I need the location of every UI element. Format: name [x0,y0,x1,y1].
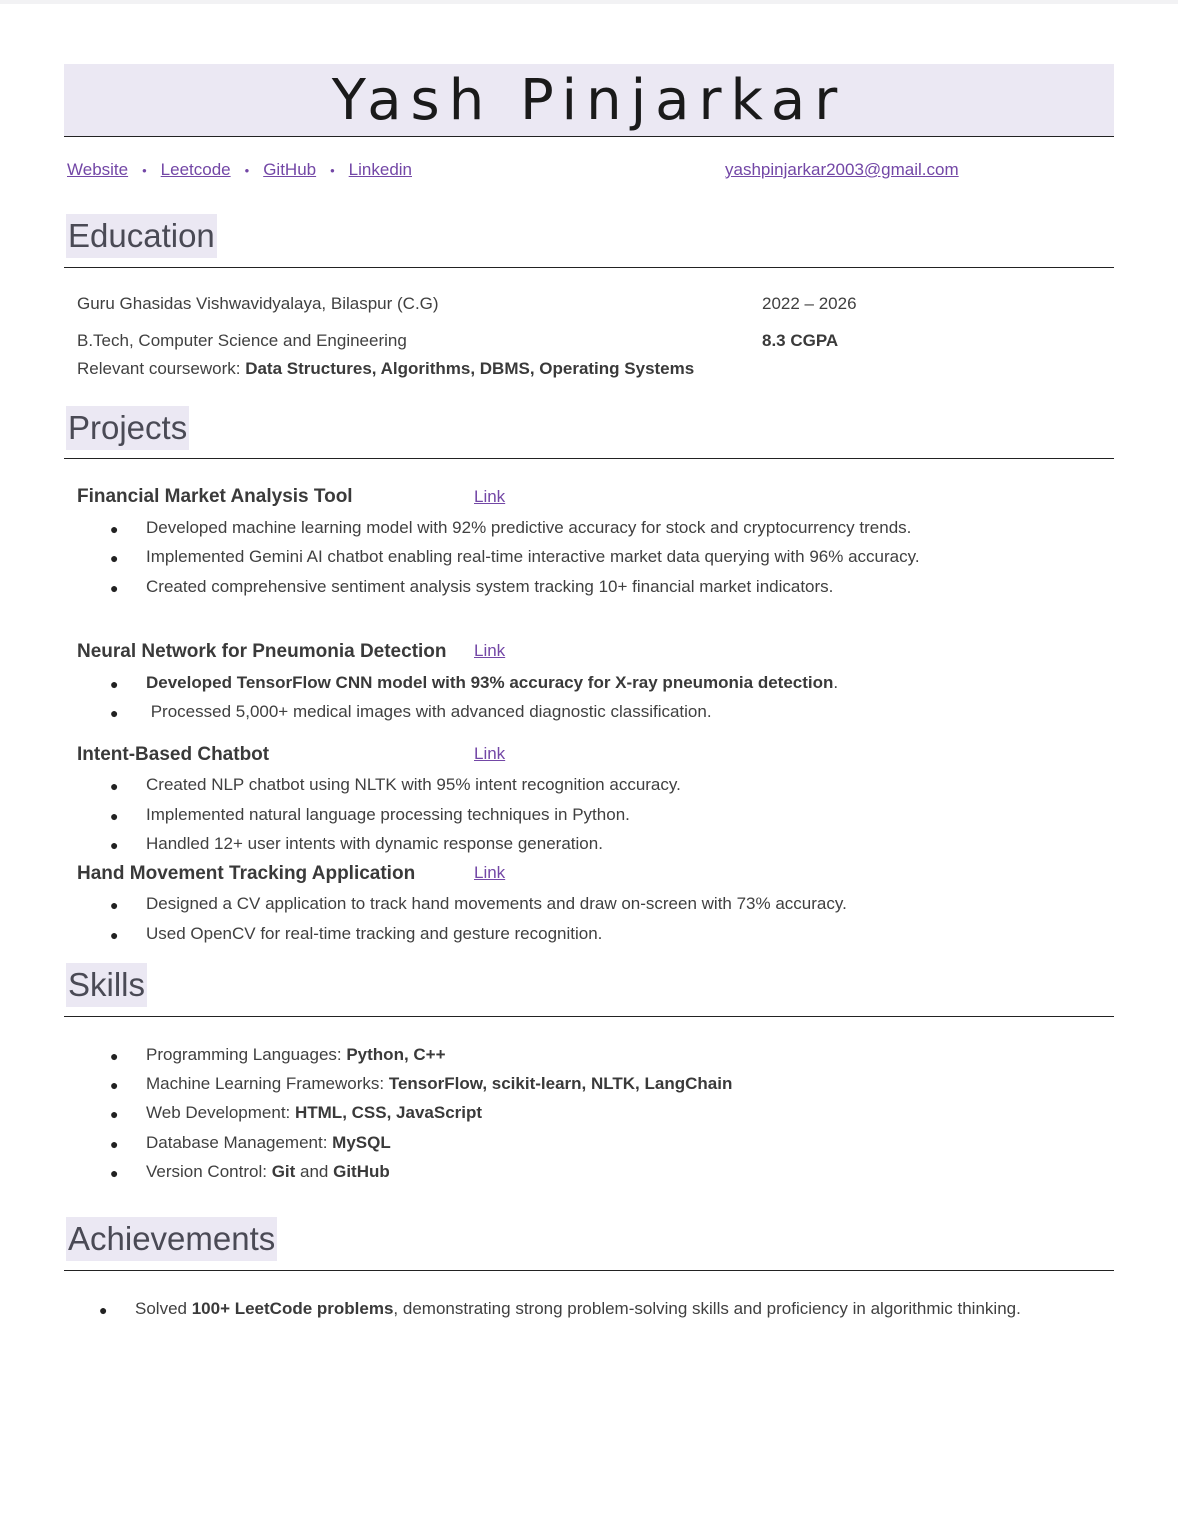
project-link[interactable]: Link [474,487,506,506]
list-item: ● Handled 12+ user intents with dynamic response generation. [110,834,603,856]
project-link[interactable]: Link [474,744,506,763]
list-item: ● Used OpenCV for real-time tracking and gesture recognition. [110,924,602,946]
bullet-icon: ● [110,521,119,537]
bullet-icon: ● [110,837,119,853]
website-link[interactable]: Website [67,160,129,179]
degree: B.Tech, Computer Science and Engineering [77,331,407,350]
section-divider [64,1016,1114,1017]
bullet-icon: ● [110,705,119,721]
skill-item: ● Database Management: MySQL [110,1133,391,1155]
skill-item: ● Programming Languages: Python, C++ [110,1045,446,1067]
leetcode-link[interactable]: Leetcode [160,160,231,179]
skill-item: ● Version Control: Git and GitHub [110,1162,390,1184]
cgpa: 8.3 CGPA [762,331,839,350]
linkedin-link[interactable]: Linkedin [348,160,412,179]
top-edge [0,0,1178,4]
education-heading: Education [66,214,217,258]
achievements-heading: Achievements [66,1217,277,1261]
skills-heading: Skills [66,963,147,1007]
project-title: Intent-Based Chatbot [77,744,270,765]
project-link[interactable]: Link [474,641,506,660]
project-link[interactable]: Link [474,863,506,882]
email-link[interactable]: yashpinjarkar2003@gmail.com [725,160,959,179]
list-item: ● Created comprehensive sentiment analysis system tracking 10+ financial market indicators. [110,577,833,599]
list-item: ● Created NLP chatbot using NLTK with 95% intent recognition accuracy. [110,775,681,797]
section-divider [64,267,1114,268]
contact-links [67,160,412,180]
list-item: ● Implemented Gemini AI chatbot enabling real-time interactive market data querying with 96% accuracy. [110,547,920,569]
separator-dot: • [330,162,335,178]
list-item: ● Implemented natural language processing techniques in Python. [110,805,630,827]
bullet-icon: ● [110,1136,119,1152]
bullet-icon: ● [110,580,119,596]
bullet-icon: ● [110,1077,119,1093]
coursework: Relevant coursework: Data Structures, Algorithms, DBMS, Operating Systems [77,359,695,378]
project-title: Financial Market Analysis Tool [77,486,353,507]
project-title: Neural Network for Pneumonia Detection [77,641,447,662]
separator-dot: • [142,162,147,178]
skill-item: ● Machine Learning Frameworks: TensorFlow, scikit-learn, NLTK, LangChain [110,1074,732,1096]
bullet-icon: ● [110,927,119,943]
school-name: Guru Ghasidas Vishwavidyalaya, Bilaspur (C.G) [77,294,439,313]
projects-heading: Projects [66,406,189,450]
bullet-icon: ● [110,897,119,913]
list-item: ● Designed a CV application to track hand movements and draw on-screen with 73% accuracy. [110,894,847,916]
section-divider [64,1270,1114,1271]
github-link[interactable]: GitHub [263,160,317,179]
section-divider [64,458,1114,459]
skill-item: ● Web Development: HTML, CSS, JavaScript [110,1103,482,1125]
email-container [725,160,959,180]
achievement-item: ● Solved 100+ LeetCode problems, demonstrating strong problem-solving skills and proficiency in algorithmic thinking. [99,1299,1021,1321]
list-item: ● Developed machine learning model with 92% predictive accuracy for stock and cryptocurrency trends. [110,518,911,540]
list-item: ● Developed TensorFlow CNN model with 93% accuracy for X-ray pneumonia detection. [110,673,838,695]
separator-dot: • [244,162,250,178]
bullet-icon: ● [110,550,119,566]
candidate-name: Yash Pinjarkar [331,67,847,133]
project-title: Hand Movement Tracking Application [77,863,416,884]
list-item: ● Processed 5,000+ medical images with advanced diagnostic classification. [110,702,712,724]
bullet-icon: ● [110,1165,119,1181]
bullet-icon: ● [110,808,119,824]
bullet-icon: ● [110,1106,119,1122]
education-dates: 2022 – 2026 [762,294,857,313]
bullet-icon: ● [110,778,119,794]
bullet-icon: ● [110,1048,119,1064]
bullet-icon: ● [110,676,119,692]
bullet-icon: ● [99,1302,108,1318]
name-header [64,64,1114,137]
